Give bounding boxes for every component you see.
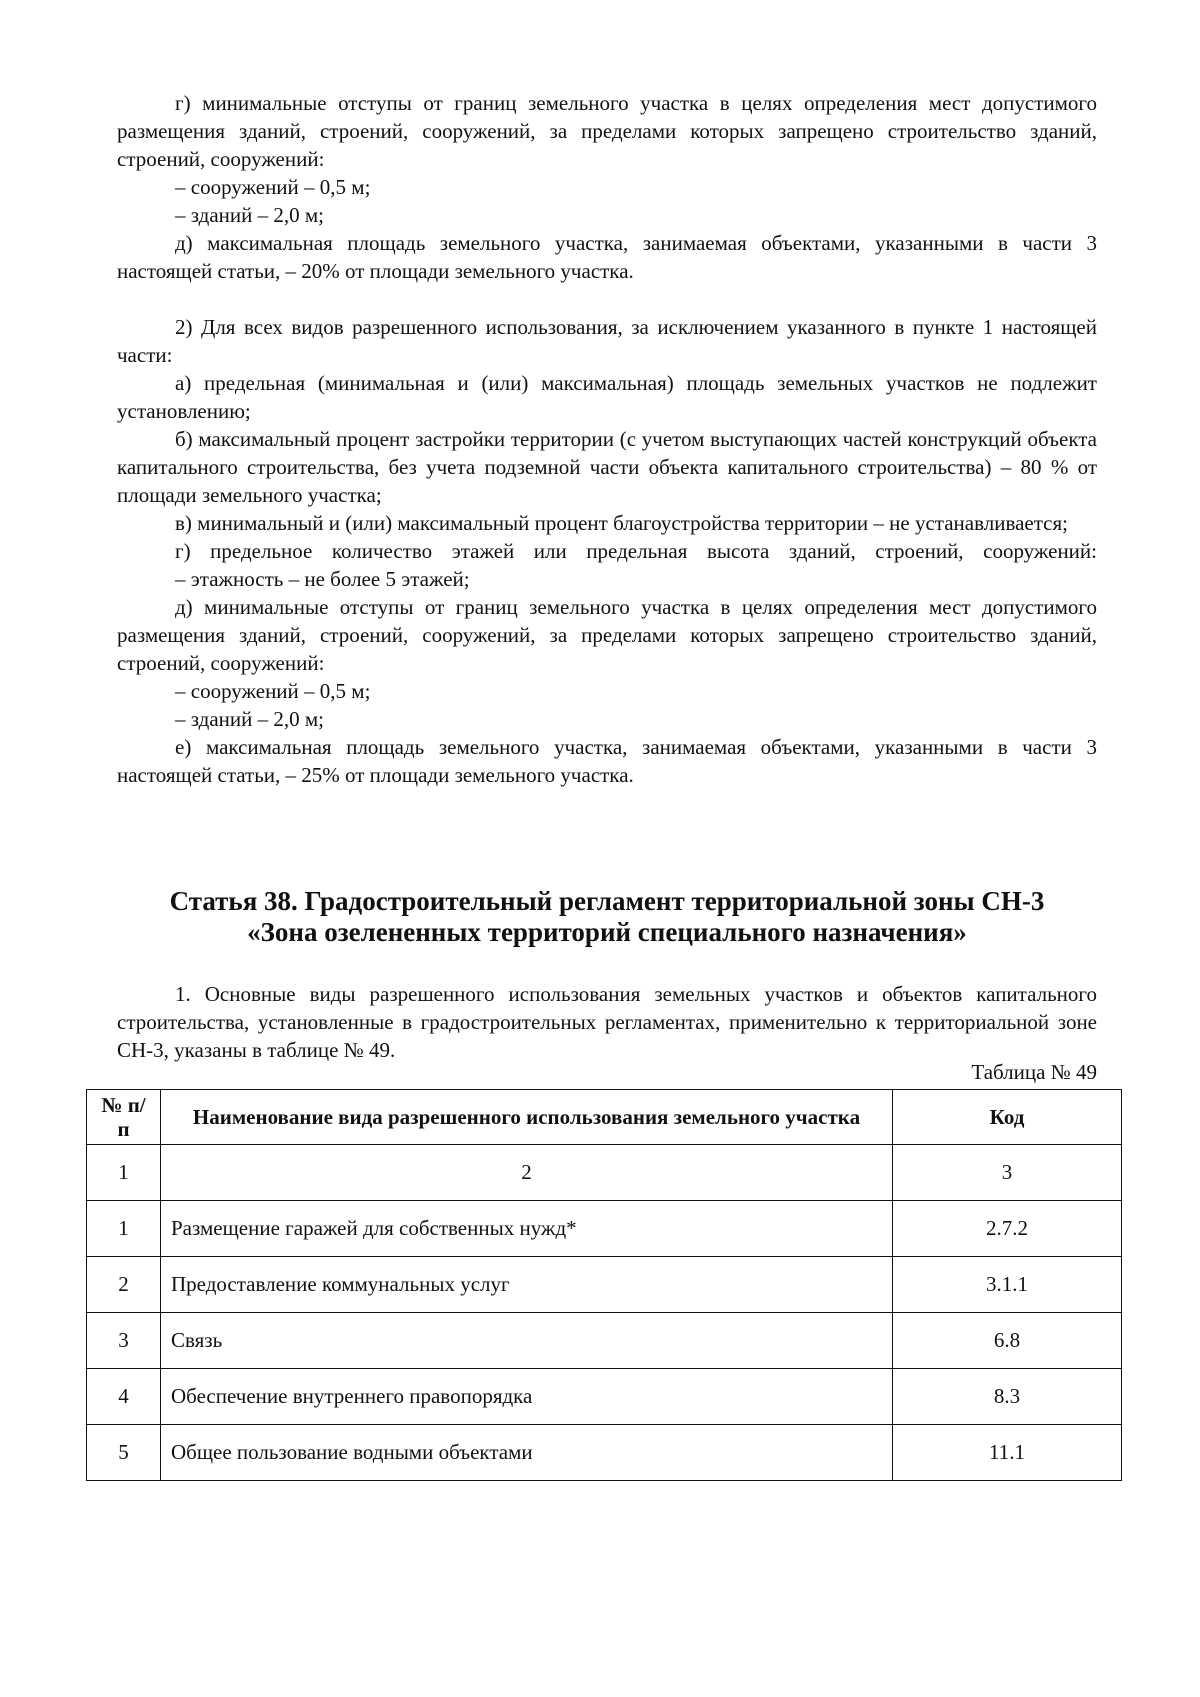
row-name: Обеспечение внутреннего правопорядка [161,1369,893,1425]
header-num: № п/п [87,1090,161,1145]
row-code: 6.8 [893,1313,1122,1369]
article-intro [117,980,1097,1064]
paragraph-structures-setback: – сооружений – 0,5 м; [175,175,371,199]
table-row [87,1369,1122,1425]
paragraph-2-all-uses: 2) Для всех видов разрешенного использования, за исключением указанного в пункте 1 настоящей части: [117,315,1097,367]
column-number-cell: 3 [893,1145,1122,1201]
paragraph-g-setbacks: г) минимальные отступы от границ земельного участка в целях определения мест допустимого размещения зданий, строений, сооружений, за пределами которых запрещено строительство зданий, строений, сооружений: [117,91,1097,171]
row-num: 5 [87,1425,161,1481]
paragraph-structures-setback-2: – сооружений – 0,5 м; [175,679,371,703]
paragraph-d-setbacks: д) минимальные отступы от границ земельного участка в целях определения мест допустимого размещения зданий, строений, сооружений, за пределами которых запрещено строительство зданий, строений, сооружений: [117,595,1097,675]
table-caption: Таблица № 49 [971,1060,1097,1084]
paragraph-e-max-area: е) максимальная площадь земельного участка, занимаемая объектами, указанными в части 3 настоящей статьи, – 25% от площади земельного участка. [117,735,1097,787]
article-title: Статья 38. Градостроительный регламент территориальной зоны СН-3 [169,886,1045,916]
row-num: 1 [87,1201,161,1257]
paragraph-buildings-setback: – зданий – 2,0 м; [175,203,325,227]
column-number-cell: 1 [87,1145,161,1201]
row-code: 3.1.1 [893,1257,1122,1313]
row-num: 3 [87,1313,161,1369]
table-row [87,1425,1122,1481]
row-name: Связь [161,1313,893,1369]
row-name: Общее пользование водными объектами [161,1425,893,1481]
paragraph-v-landscaping: в) минимальный и (или) максимальный процент благоустройства территории – не устанавливается; [175,511,1068,535]
paragraph-b-build-percent: б) максимальный процент застройки территории (с учетом выступающих частей конструкций объекта капитального строительства, без учета подземной части объекта капитального строительства) – 80 % от площади земельного участка; [117,427,1097,507]
table-row [87,1257,1122,1313]
header-name: Наименование вида разрешенного использования земельного участка [161,1090,893,1145]
paragraph-d-max-area: д) максимальная площадь земельного участка, занимаемая объектами, указанными в части 3 настоящей статьи, – 20% от площади земельного участка. [117,231,1097,283]
column-number-cell: 2 [161,1145,893,1201]
header-code: Код [893,1090,1122,1145]
row-num: 4 [87,1369,161,1425]
paragraph-gap [117,285,1097,313]
row-num: 2 [87,1257,161,1313]
article-heading [117,886,1097,948]
table-row [87,1313,1122,1369]
table-row [87,1201,1122,1257]
body-text [117,89,1097,789]
row-code: 2.7.2 [893,1201,1122,1257]
intro-paragraph: 1. Основные виды разрешенного использования земельных участков и объектов капитального строительства, установленные в градостроительных регламентах, применительно к территориальной зоне СН-3, указаны в таблице № 49. [117,982,1097,1062]
paragraph-g-floors: г) предельное количество этажей или предельная высота зданий, строений, сооружений: [175,539,1097,563]
row-name: Размещение гаражей для собственных нужд* [161,1201,893,1257]
row-name: Предоставление коммунальных услуг [161,1257,893,1313]
article-subtitle: «Зона озелененных территорий специального назначения» [247,917,967,947]
table-header-row [87,1090,1122,1145]
paragraph-floors-limit: – этажность – не более 5 этажей; [175,567,470,591]
row-code: 8.3 [893,1369,1122,1425]
row-code: 11.1 [893,1425,1122,1481]
paragraph-a-plot-area: а) предельная (минимальная и (или) максимальная) площадь земельных участков не подлежит установлению; [117,371,1097,423]
paragraph-buildings-setback-2: – зданий – 2,0 м; [175,707,325,731]
permitted-uses-table [86,1089,1122,1481]
column-number-row [87,1145,1122,1201]
